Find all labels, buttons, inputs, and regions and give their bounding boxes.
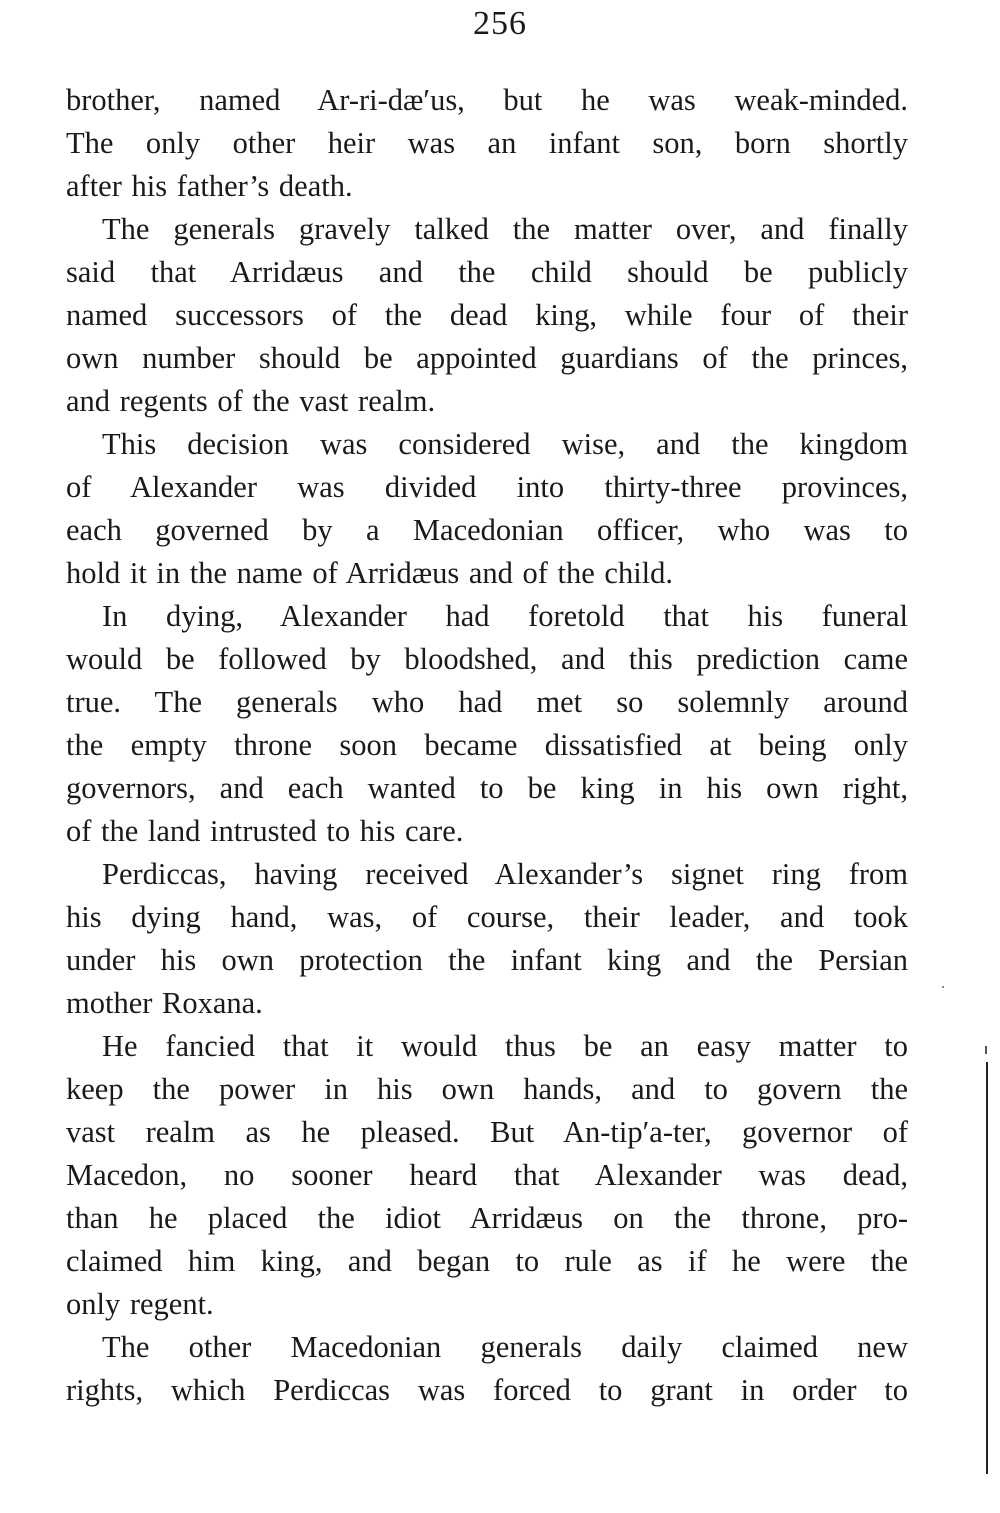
text-line: In dying, Alexander had foretold that his funeral [102, 599, 908, 633]
text-line: Perdiccas, having received Alexander’s signet ring from [102, 857, 908, 891]
text-line: He fancied that it would thus be an easy matter to [102, 1029, 908, 1063]
scan-mark [985, 1046, 987, 1054]
text-line: The other Macedonian generals daily claimed new [102, 1330, 908, 1364]
scan-speck [942, 986, 944, 988]
paragraph [66, 853, 908, 1025]
text-line: would be followed by bloodshed, and this prediction came [66, 642, 908, 676]
text-line: The only other heir was an infant son, born shortly [66, 126, 908, 160]
text-line: of the land intrusted to his care. [66, 814, 464, 848]
paragraph [66, 423, 908, 595]
text-line: and regents of the vast realm. [66, 384, 436, 418]
paragraph [66, 1326, 908, 1412]
text-line: said that Arridæus and the child should be publicly [66, 255, 908, 289]
page-number: 256 [473, 5, 527, 42]
text-line: vast realm as he pleased. But An-tip′a-ter, governor of [66, 1115, 908, 1149]
text-line: This decision was considered wise, and the kingdom [102, 427, 908, 461]
text-line: Macedon, no sooner heard that Alexander was dead, [66, 1158, 908, 1192]
text-line: mother Roxana. [66, 986, 263, 1020]
text-line: the empty throne soon became dissatisfied at being only [66, 728, 908, 762]
text-line: each governed by a Macedonian officer, who was to [66, 513, 908, 547]
text-line: hold it in the name of Arridæus and of the child. [66, 556, 674, 590]
text-line: claimed him king, and began to rule as if he were the [66, 1244, 908, 1278]
text-line: true. The generals who had met so solemnly around [66, 685, 908, 719]
paragraph [66, 208, 908, 423]
text-line: rights, which Perdiccas was forced to grant in order to [66, 1373, 908, 1407]
text-line: his dying hand, was, of course, their leader, and took [66, 900, 908, 934]
text-line: under his own protection the infant king and the Persian [66, 943, 908, 977]
text-line: brother, named Ar-ri-dæ′us, but he was weak-minded. [66, 83, 908, 117]
page-edge-rule [986, 1062, 988, 1474]
text-line: than he placed the idiot Arridæus on the throne, pro- [66, 1201, 908, 1235]
paragraph [66, 1025, 908, 1326]
paragraph [66, 79, 908, 208]
text-line: governors, and each wanted to be king in his own right, [66, 771, 908, 805]
text-line: named successors of the dead king, while four of their [66, 298, 908, 332]
paragraph [66, 595, 908, 853]
body-text [66, 79, 908, 1412]
text-line: after his father’s death. [66, 169, 353, 203]
text-line: The generals gravely talked the matter over, and finally [102, 212, 908, 246]
text-line: keep the power in his own hands, and to govern the [66, 1072, 908, 1106]
text-line: of Alexander was divided into thirty-three provinces, [66, 470, 908, 504]
text-line: own number should be appointed guardians of the princes, [66, 341, 908, 375]
text-line: only regent. [66, 1287, 214, 1321]
